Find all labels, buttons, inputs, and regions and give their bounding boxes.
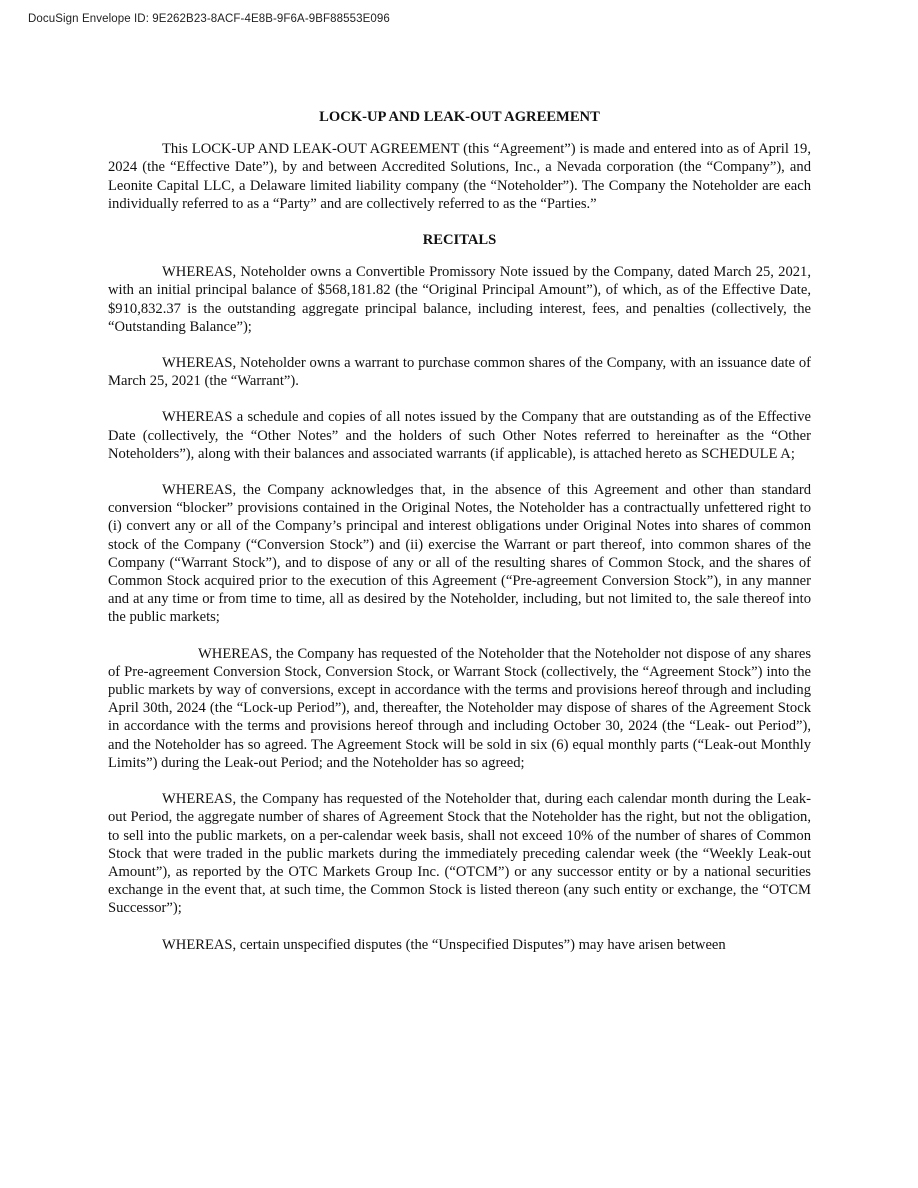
recital-paragraph: WHEREAS, the Company acknowledges that, in the absence of this Agreement and other than standard conversion “blocker” provisions contained in the Original Notes, the Noteholder has a contractually unfettered right to (i) convert any or all of the Company’s principal and interest obligations under Original Notes into shares of common stock of the Company (“Conversion Stock”) and (ii) exercise the Warrant or part thereof, into common shares of the Company (“Warrant Stock”), and to dispose of any or all of the resulting shares of Common Stock, and the shares of Common Stock acquired prior to the execution of this Agreement (“Pre-agreement Conversion Stock”), in any manner and at any time or from time to time, all as desired by the Noteholder, including, but not limited to, the sale thereof into the public markets; xyxy=(108,482,811,626)
recital-paragraph: WHEREAS, Noteholder owns a warrant to purchase common shares of the Company, with an issuance date of March 25, 2021 (the “Warrant”). xyxy=(108,355,811,390)
recitals-heading: RECITALS xyxy=(422,232,497,249)
recital-paragraph: WHEREAS, Noteholder owns a Convertible Promissory Note issued by the Company, dated March 25, 2021, with an initial principal balance of $568,181.82 (the “Original Principal Amount”), of which, as of the Effective Date, $910,832.37 is the outstanding aggregate principal balance, including interest, fees, and penalties (collectively, the “Outstanding Balance”); xyxy=(108,264,811,335)
docusign-envelope-id: DocuSign Envelope ID: 9E262B23-8ACF-4E8B-9F6A-9BF88553E096 xyxy=(28,13,390,25)
intro-paragraph: This LOCK-UP AND LEAK-OUT AGREEMENT (this “Agreement”) is made and entered into as of April 19, 2024 (the “Effective Date”), by and between Accredited Solutions, Inc., a Nevada corporation (the “Company”), and Leonite Capital LLC, a Delaware limited liability company (the “Noteholder”). The Company the Noteholder are each individually referred to as a “Party” and are collectively referred to as the “Parties.” xyxy=(108,141,811,212)
recital-paragraph: WHEREAS, the Company has requested of the Noteholder that the Noteholder not dispose of any shares of Pre-agreement Conversion Stock, Conversion Stock, or Warrant Stock (collectively, the “Agreement Stock”) into the public markets by way of conversions, except in accordance with the terms and provisions hereof through and including April 30th, 2024 (the “Lock-up Period”), and, thereafter, the Noteholder may dispose of shares of the Agreement Stock in accordance with the terms and provisions hereof through and including October 30, 2024 (the “Leak- out Period”), and the Noteholder has so agreed. The Agreement Stock will be sold in six (6) equal monthly parts (“Leak-out Monthly Limits”) during the Leak-out Period; and the Noteholder has so agreed; xyxy=(108,645,811,771)
recital-paragraph: WHEREAS a schedule and copies of all notes issued by the Company that are outstanding as of the Effective Date (collectively, the “Other Notes” and the holders of such Other Notes referred to hereinafter as the “Other Noteholders”), along with their balances and associated warrants (if applicable), is attached hereto as SCHEDULE A; xyxy=(108,409,811,462)
recital-paragraph: WHEREAS, the Company has requested of the Noteholder that, during each calendar month during the Leak-out Period, the aggregate number of shares of Agreement Stock that the Noteholder has the right, but not the obligation, to sell into the public markets, on a per-calendar week basis, shall not exceed 10% of the number of shares of Common Stock that were traded in the public markets during the immediately preceding calendar week (the “Weekly Leak-out Amount”), as reported by the OTC Markets Group Inc. (“OTCM”) or any successor entity or by a national securities exchange in the event that, at such time, the Common Stock is listed thereon (any such entity or exchange, the “OTCM Successor”); xyxy=(108,791,811,917)
recital-paragraph: WHEREAS, certain unspecified disputes (the “Unspecified Disputes”) may have arisen between xyxy=(162,936,726,953)
document-title: LOCK-UP AND LEAK-OUT AGREEMENT xyxy=(319,109,600,125)
agreement-document xyxy=(108,108,811,954)
